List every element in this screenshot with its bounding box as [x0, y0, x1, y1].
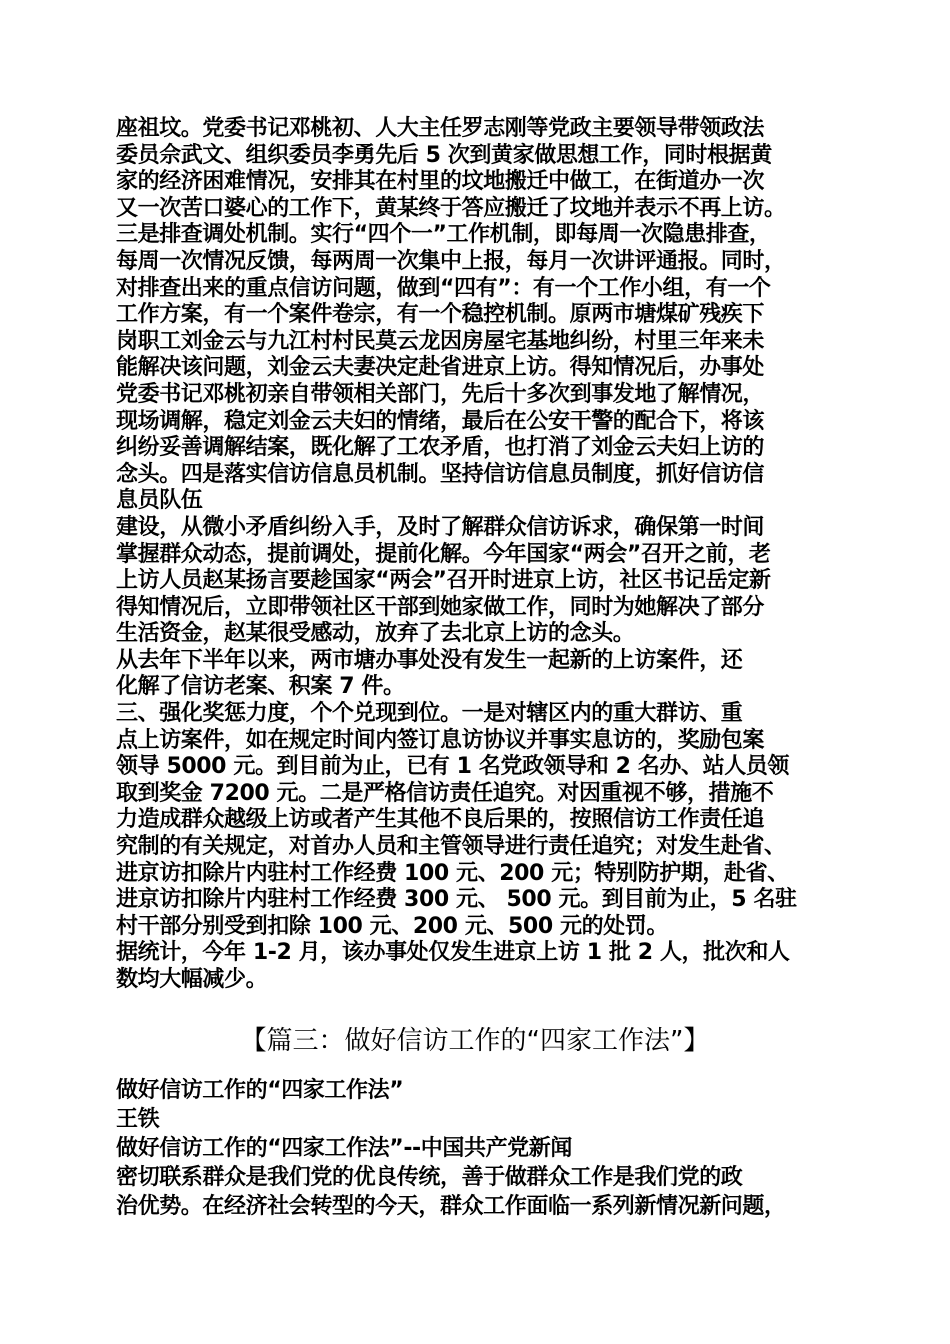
body-text-line: 化解了信访老案、积案 7 件。: [116, 674, 405, 700]
body-text-line: 村干部分别受到扣除 100 元、200 元、500 元的处罚。: [116, 913, 669, 939]
article-paragraph-line: 密切联系群众是我们党的优良传统，善于做群众工作是我们党的政: [116, 1165, 743, 1190]
article-subtitle: 做好信访工作的“四家工作法”--中国共产党新闻: [116, 1136, 572, 1161]
article-paragraph-line: 治优势。在经济社会转型的今天，群众工作面临一系列新情况新问题，: [116, 1194, 786, 1219]
body-text-line: 每周一次情况反馈，每两周一次集中上报，每月一次讲评通报。同时，: [116, 248, 786, 274]
body-text-line: 党委书记邓桃初亲自带领相关部门，先后十多次到事发地了解情况，: [116, 381, 765, 407]
body-text-line: 息员队伍: [116, 488, 203, 514]
article-author: 王铁: [116, 1107, 160, 1132]
body-text-line: 进京访扣除片内驻村工作经费 300 元、 500 元。到目前为止，5 名驻: [116, 887, 797, 913]
body-text-line: 得知情况后，立即带领社区干部到她家做工作，同时为她解决了部分: [116, 594, 765, 620]
body-text-line: 据统计，今年 1-2 月，该办事处仅发生进京上访 1 批 2 人，批次和人: [116, 940, 790, 966]
body-text-line: 进京访扣除片内驻村工作经费 100 元、200 元；特别防护期，赴省、: [116, 860, 789, 886]
body-text-line: 数均大幅减少。: [116, 967, 268, 992]
body-text-line: 纠纷妥善调解结案，既化解了工农矛盾，也打消了刘金云夫妇上访的: [116, 435, 765, 461]
body-text-line: 能解决该问题，刘金云夫妻决定赴省进京上访。得知情况后，办事处: [116, 355, 765, 381]
body-text-line: 究制的有关规定，对首办人员和主管领导进行责任追究；对发生赴省、: [116, 834, 786, 860]
body-text-line: 领导 5000 元。到目前为止，已有 1 名党政领导和 2 名办、站人员领: [116, 754, 790, 780]
body-text-line: 现场调解，稳定刘金云夫妇的情绪，最后在公安干警的配合下，将该: [116, 408, 765, 434]
article-title: 做好信访工作的“四家工作法”: [116, 1078, 404, 1103]
body-text-line: 岗职工刘金云与九江村村民莫云龙因房屋宅基地纠纷，村里三年来未: [116, 328, 765, 354]
body-text-line: 念头。四是落实信访信息员机制。坚持信访信息员制度，抓好信访信: [116, 461, 765, 487]
body-text-line: 建设，从微小矛盾纠纷入手，及时了解群众信访诉求，确保第一时间: [116, 514, 765, 540]
body-text-line: 从去年下半年以来，两市塘办事处没有发生一起新的上访案件，还: [116, 647, 743, 673]
body-text-line: 委员佘武文、组织委员李勇先后 5 次到黄家做思想工作，同时根据黄: [116, 142, 772, 168]
body-text-line: 三是排查调处机制。实行“四个一”工作机制，即每周一次隐患排查，: [116, 222, 771, 248]
article: [116, 1076, 846, 1221]
body-text-line: 取到奖金 7200 元。二是严格信访责任追究。对因重视不够，措施不: [116, 780, 774, 806]
body-text: [116, 116, 846, 994]
body-text-line: 又一次苦口婆心的工作下，黄某终于答应搬迁了坟地并表示不再上访。: [116, 195, 786, 221]
body-text-line: 家的经济困难情况，安排其在村里的坟地搬迁中做工，在街道办一次: [116, 169, 765, 195]
body-text-line: 上访人员赵某扬言要趁国家“两会”召开时进京上访，社区书记岳定新: [116, 568, 771, 594]
body-text-line: 三、强化奖惩力度，个个兑现到位。一是对辖区内的重大群访、重: [116, 701, 743, 727]
body-text-line: 点上访案件，如在规定时间内签订息访协议并事实息访的，奖励包案: [116, 727, 765, 753]
body-text-line: 生活资金，赵某很受感动，放弃了去北京上访的念头。: [116, 621, 635, 647]
body-text-line: 力造成群众越级上访或者产生其他不良后果的，按照信访工作责任追: [116, 807, 765, 833]
body-text-line: 对排查出来的重点信访问题，做到“四有”：有一个工作小组，有一个: [116, 275, 771, 301]
section-heading: 【篇三：做好信访工作的“四家工作法”】: [240, 1026, 710, 1056]
body-text-line: 工作方案，有一个案件卷宗，有一个稳控机制。原两市塘煤矿残疾下: [116, 302, 765, 328]
body-text-line: 座祖坟。党委书记邓桃初、人大主任罗志刚等党政主要领导带领政法: [116, 116, 765, 141]
body-text-line: 掌握群众动态，提前调处，提前化解。今年国家“两会”召开之前，老: [116, 541, 771, 567]
